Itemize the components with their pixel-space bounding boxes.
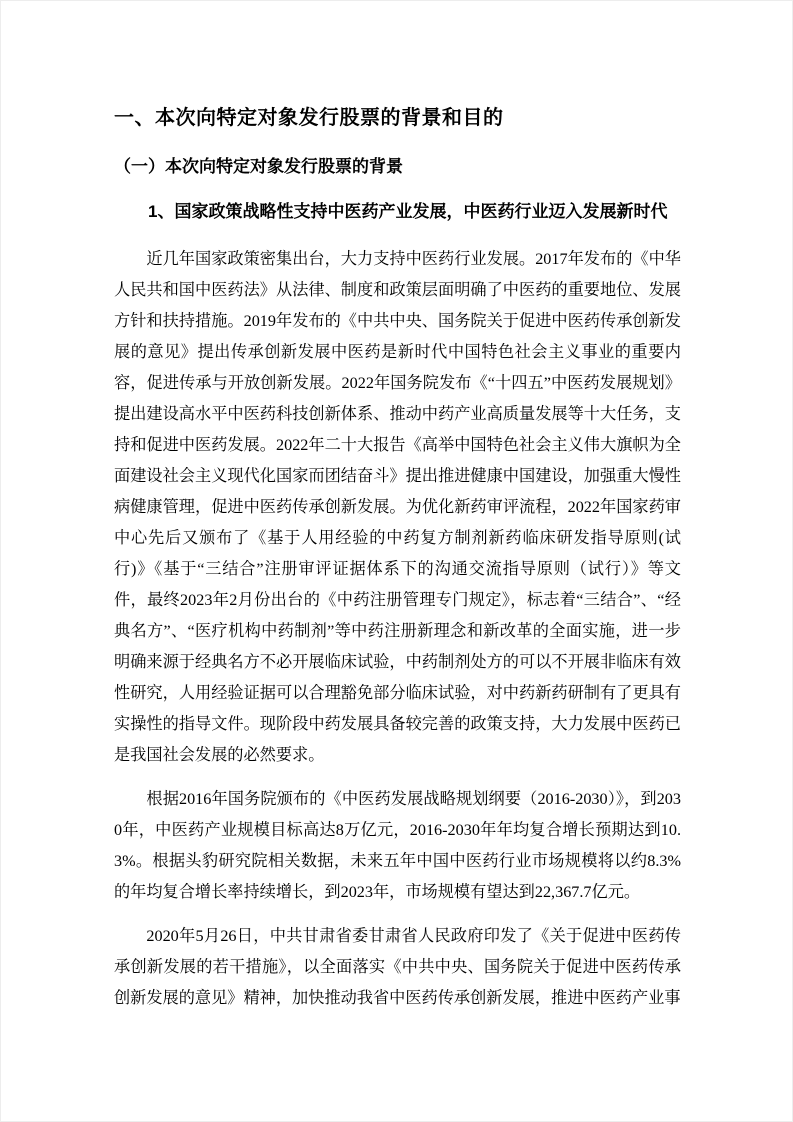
paragraph-market-size: 根据2016年国务院颁布的《中医药发展战略规划纲要（2016-2030）》，到2030年，中医药产业规模目标高达8万亿元，2016-2030年年均复合增长预期达到10.3%。根据头豹研究院相关数据，未来五年中国中医药行业市场规模将以约8.3%的年均复合增长率持续增长，到2023年，市场规模有望达到22,367.7亿元。 bbox=[114, 789, 681, 901]
subsection-heading: （一）本次向特定对象发行股票的背景 bbox=[114, 157, 403, 176]
paragraph-policy-support: 近几年国家政策密集出台，大力支持中医药行业发展。2017年发布的《中华人民共和国中医药法》从法律、制度和政策层面明确了中医药的重要地位、发展方针和扶持措施。2019年发布的《中共中央、国务院关于促进中医药传承创新发展的意见》提出传承创新发展中医药是新时代中国特色社会主义事业的重要内容，促进传承与开放创新发展。2022年国务院发布《“十四五”中医药发展规划》提出建设高水平中医药科技创新体系、推动中药产业高质量发展等十大任务，支持和促进中医药发展。2022年二十大报告《高举中国特色社会主义伟大旗帜为全面建设社会主义现代化国家而团结奋斗》提出推进健康中国建设，加强重大慢性病健康管理，促进中医药传承创新发展。为优化新药审评流程，2022年国家药审中心先后又颁布了《基于人用经验的中药复方制剂新药临床研发指导原则(试行)》《基于“三结合”注册审评证据体系下的沟通交流指导原则（试行）》等文件，最终2023年2月份出台的《中药注册管理专门规定》，标志着“三结合”、“经典名方”、“医疗机构中药制剂”等中药注册新理念和新改革的全面实施，进一步明确来源于经典名方不必开展临床试验，中药制剂处方的可以不开展非临床有效性研究，人用经验证据可以合理豁免部分临床试验，对中药新药研制有了更具有实操性的指导文件。现阶段中药发展具备较完善的政策支持，大力发展中医药已是我国社会发展的必然要求。 bbox=[114, 249, 681, 764]
paragraph-gansu-measures: 2020年5月26日，中共甘肃省委甘肃省人民政府印发了《关于促进中医药传承创新发展的若干措施》，以全面落实《中共中央、国务院关于促进中医药传承创新发展的意见》精神，加快推动我省中医药传承创新发展，推进中医药产业事 bbox=[114, 926, 681, 1007]
section-heading: 一、本次向特定对象发行股票的背景和目的 bbox=[114, 107, 504, 129]
document-content bbox=[114, 107, 681, 1027]
point-heading: 1、国家政策战略性支持中医药产业发展，中医药行业迈入发展新时代 bbox=[148, 202, 668, 222]
body-paragraphs bbox=[114, 244, 681, 1014]
